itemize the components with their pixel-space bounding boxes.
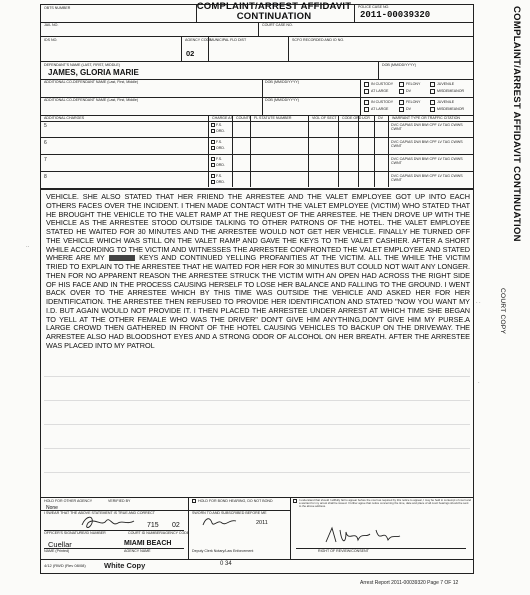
felony-label: FELONY: [406, 82, 421, 86]
case-number: 2011-00039320: [360, 10, 431, 20]
ids-rule: [40, 36, 474, 37]
divider: [358, 115, 359, 187]
dv-checkbox[interactable]: [399, 107, 404, 112]
misdemeanor-label: MISDEMEANOR: [437, 107, 465, 111]
divider: [196, 4, 197, 22]
dv-label: DV: [406, 89, 411, 93]
officer-agency-code: 02: [172, 522, 180, 529]
narrative-part-2: KEYS AND CONTINUED YELLING PROFANITIES AT THE VICTIM. ALL THE WHILE THE VICTIM TRIED TO EXPLAIN TO THE ARRESTEE THAT HE WAITED FOR HER FOR 30 MINUTES BUT COULD NOT WAIT ANY LONGER. THEN FOR NO APPARENT REASON THE ARRESTEE STRUCK THE VICTIM WITH AN OPEN HAD ACROSS THE RIGHT SIDE OF HIS FACE AND IN THE PROCESS CAUSING HERSELF TO LOSE HER BALANCE AND FALLING TO THE GROUND. I WENT BACK OVER TO THE ARRESTEE WHICH BY THIS TIME WAS OUTSIDE THE VEHICLE AND ASKED HER FOR HER IDENTIFICATION. THE ARRESTEE THEN REFUSED TO PROVIDE HER IDENTIFICATION AND STATED "NOW YOU WANT MY I.D. BUT AGAIN WOULD NOT PROVIDE IT. I THEN PLACED THE ARRESTEE UNDER ARREST AT WHICH TIME SHE BEGAN TO YELL AT THE OTHER FEMALE WHO WAS THE DRIVER" DON'T GIVE HIM ANYTHING,DON'T GIVE HIM MY PURSE.A LARGE CROWD THEN GATHERED IN FRONT OF THE HOTEL CAUSING VEHICLES TO BACKUP ON THE DRIVEWAY. THE ARRESTEE ALSO HAD BLOODSHOT EYES AND A STRONG ODOR OF ALCOHOL ON HER BREATH. AFTER THE ARRESTEE WAS PLACED INTO MY PATROL: [46, 253, 470, 350]
col-ucr: UCR: [362, 116, 370, 120]
divider: [354, 4, 355, 22]
col-charge-as: CHARGE AS: [212, 116, 233, 120]
obts-label: OBTS NUMBER: [44, 6, 71, 10]
defendant-rule: [40, 61, 474, 62]
charge-row-rule: [40, 137, 474, 138]
charge-row-rule: [40, 154, 474, 155]
blank-line: [44, 472, 470, 473]
misdemeanor-checkbox[interactable]: [430, 107, 435, 112]
divider: [208, 36, 209, 61]
title-line-1: COMPLAINT/ARREST AFFIDAVIT: [196, 1, 352, 12]
swear-label: I SWEAR THAT THE ABOVE STATEMENT IS TRUE AND CORRECT: [44, 511, 155, 515]
form-title: [196, 2, 352, 22]
form-id: 4/12 (RWD (Rev 08/08): [44, 563, 86, 568]
charge-row-number: 6: [44, 140, 47, 146]
side-copy-text: COURT COPY: [499, 288, 506, 335]
warrant-options: DVC CAPIAS DWI BWI CPF LV TAG CWWS CWNT: [391, 140, 463, 148]
hold-other-agency-label: HOLD FOR OTHER AGENCY: [44, 499, 93, 503]
warrant-options: DVC CAPIAS DWI BWI CPF LV TAG CWWS CWNT: [391, 174, 463, 182]
charge-row-number: 8: [44, 174, 47, 180]
header-rule: [40, 22, 474, 23]
warrant-options: DVC CAPIAS DWI BWI CPF LV TAG CWWS CWNT: [391, 157, 463, 165]
case-no-label: POLICE CASE NO.: [358, 5, 390, 9]
in-custody-checkbox[interactable]: [364, 100, 369, 105]
scan-mark: · ·: [476, 300, 481, 306]
fs-label: F.S.: [216, 123, 223, 127]
blank-line: [44, 400, 470, 401]
blank-line: [44, 376, 470, 377]
col-code: CODE ORD: [342, 116, 362, 120]
juvenile-label: JUVENILE: [437, 82, 455, 86]
codefendant-2-dob-label: DOB (MM/DD/YYYY): [265, 98, 299, 102]
charges-header-rule: [40, 121, 474, 122]
court-case-label: COURT CASE NO.: [262, 23, 293, 27]
blank-line: [44, 424, 470, 425]
fs-checkbox[interactable]: [211, 174, 215, 178]
scfo-label: SCFO RECORDED AND IO NO.: [292, 38, 345, 42]
felony-checkbox[interactable]: [399, 82, 404, 87]
misdemeanor-checkbox[interactable]: [430, 89, 435, 94]
divider: [388, 115, 389, 187]
codefendant-1-label: ADDITIONAL CO-DEFENDANT NAME (Last, First, Middle): [44, 80, 139, 84]
divider: [288, 36, 289, 61]
col-viol: VIOL OF SECT: [312, 116, 337, 120]
divider: [232, 115, 233, 187]
fs-label: F.S.: [216, 174, 223, 178]
blank-line: [44, 448, 470, 449]
fs-checkbox[interactable]: [211, 123, 215, 127]
copy-name: White Copy: [104, 561, 146, 570]
sworn-label: SWORN TO AND SUBSCRIBED BEFORE ME: [192, 511, 267, 515]
report-reference: Arrest Report 2011-00039320 Page 7 OF 12: [360, 580, 459, 586]
hold-bond-checkbox[interactable]: [192, 499, 196, 503]
ord-checkbox[interactable]: [211, 163, 215, 167]
deputy-clerk-label: Deputy Clerk Notary/Law Enforcement: [192, 549, 254, 553]
scan-mark: ·: [478, 380, 480, 386]
divider: [308, 115, 309, 187]
right-of-review-label: RIGHT OF REVIEW/CONSENT: [318, 549, 369, 553]
fs-label: F.S.: [216, 140, 223, 144]
printed-name-label: NAME (Printed): [44, 549, 70, 553]
hold-bond-label: HOLD FOR BOND HEARING, DO NOT BOND: [198, 499, 273, 503]
defendant-dob-label: DOB (MM/DD/YYYY): [382, 63, 416, 67]
officer-sig-label: OFFICER'S SIGNATURE/ID NUMBER: [44, 531, 106, 535]
footer-bottom-rule: [40, 559, 474, 560]
divider: [374, 115, 375, 187]
ord-checkbox[interactable]: [211, 146, 215, 150]
in-custody-label: IN CUSTODY: [371, 82, 394, 86]
dv-checkbox[interactable]: [399, 89, 404, 94]
at-large-checkbox[interactable]: [364, 107, 369, 112]
ord-label: ORD.: [216, 129, 225, 133]
col-counts: COUNTS: [236, 116, 252, 120]
sworn-year: 2011: [256, 520, 268, 526]
side-title: [486, 6, 526, 346]
fs-checkbox[interactable]: [211, 140, 215, 144]
col-dv: DV: [378, 116, 383, 120]
agency-name: MIAMI BEACH: [124, 540, 172, 547]
divider: [188, 497, 189, 559]
in-custody-checkbox[interactable]: [364, 82, 369, 87]
at-large-label: AT LARGE: [371, 107, 389, 111]
consent-fine-print: I understand that should I willfully fail to appear before the court as required by this notice to appear, I may be held in contempt of court and a warrant for my arrest shall be issued. I further agree that notice concerning the time, date and place of all court hearings should be sent to the above address.: [299, 498, 471, 509]
narrative-part-1: VEHICLE. SHE ALSO STATED THAT HER FRIEND THE ARRESTEE AND THE VALET EMPLOYEE GOT UP INTO EACH OTHERS FACES OVER THE INCIDENT. I THEN MADE CONTACT WITH THE VALET EMPLOYEE (VICTIM) WHO STATED THAT HE BROUGHT THE VEHICLE TO THE VALET RAMP AT THE REQUEST OF THE ARRESTEE. HE THEN DROVE UP WITH THE VEHICLE AS THE ARRESTEE STOOD OUTSIDE TALKING TO OTHER PATRONS OF THE HOTEL. THE VALET EMPLOYEE STATED HE WAITED FOR 30 MINUTES AND THE ARRESTEE WOULD NOT GET HER VEHICLE. FINALLY HE TURNED OFF THE VEHICLE WHICH WAS STILL ON THE VALET RAMP AND GAVE THE KEYS TO THE VALET CASHIER. AFTER A SHORT WHILE ACCORDING TO THE VICTIM AND WITNESSES THE ARRESTEE CONFRONTED THE VALET EMPLOYEE AND STATED WHERE ARE MY: [46, 192, 470, 263]
juvenile-checkbox[interactable]: [430, 82, 435, 87]
at-large-label: AT LARGE: [371, 89, 389, 93]
divider: [338, 115, 339, 187]
felony-checkbox[interactable]: [399, 100, 404, 105]
defendant-signature: [322, 524, 402, 548]
ord-label: ORD.: [216, 163, 225, 167]
ord-checkbox[interactable]: [211, 180, 215, 184]
agency-name-label: AGENCY NAME: [124, 549, 151, 553]
fs-label: F.S.: [216, 157, 223, 161]
ids-label: IDS NO.: [44, 38, 58, 42]
divider: [208, 115, 209, 187]
side-title-text: COMPLAINT/ARREST AFFIDAVIT CONTINUATION: [511, 6, 522, 242]
redaction-bar: [109, 255, 135, 261]
officer-id: 715: [147, 522, 159, 529]
juvenile-checkbox[interactable]: [430, 100, 435, 105]
defendant-name-label: DEFENDANT'S NAME (LAST, FIRST, MIDDLE): [44, 63, 120, 67]
municipal-label: MUNICIPAL FLD DIST: [210, 38, 247, 42]
charges-label: ADDITIONAL CHARGES: [44, 116, 85, 120]
court-id-label: COURT ID NUMBER/AGENCY CODE: [128, 531, 190, 535]
clerk-signature: [200, 515, 240, 529]
ord-label: ORD.: [216, 180, 225, 184]
misdemeanor-label: MISDEMEANOR: [437, 89, 465, 93]
divider: [250, 115, 251, 187]
divider: [181, 36, 182, 61]
scan-mark: ··: [26, 244, 30, 250]
divider: [258, 22, 259, 36]
dv-label: DV: [406, 107, 411, 111]
defendant-name: JAMES, GLORIA MARIE: [48, 68, 139, 77]
agency-code: 02: [186, 49, 195, 58]
narrative-text: [46, 193, 470, 351]
col-statute: FL STATUTE NUMBER: [254, 116, 292, 120]
verified-by-label: VERIFIED BY: [108, 499, 131, 503]
warrant-options: DVC CAPIAS DWI BWI CPF LV TAG CWWS CWNT: [391, 123, 463, 131]
ord-label: ORD.: [216, 146, 225, 150]
juvenile-label: JUVENILE: [437, 100, 455, 104]
divider: [290, 497, 291, 559]
fs-checkbox[interactable]: [211, 157, 215, 161]
codefendant-2-label: ADDITIONAL CO-DEFENDANT NAME (Last, First, Middle): [44, 98, 139, 102]
narrative-top-rule: [40, 188, 474, 190]
charge-row-rule: [40, 171, 474, 172]
initials: 0 34: [220, 561, 232, 567]
in-custody-label: IN CUSTODY: [371, 100, 394, 104]
codefendant-1-dob-label: DOB (MM/DD/YYYY): [265, 80, 299, 84]
felony-label: FELONY: [406, 100, 421, 104]
col-warrant: WARRANT TYPE OR TRAFFIC CITATION: [392, 116, 461, 120]
title-line-2: CONTINUATION: [236, 11, 312, 22]
consent-checkbox[interactable]: [293, 499, 297, 503]
charge-row-number: 5: [44, 123, 47, 129]
officer-printed-name: Cuellar: [48, 540, 72, 549]
at-large-checkbox[interactable]: [364, 89, 369, 94]
divider: [378, 61, 379, 79]
hold-value: None: [46, 505, 58, 511]
jail-label: JAIL NO.: [44, 23, 59, 27]
ord-checkbox[interactable]: [211, 129, 215, 133]
charge-row-number: 7: [44, 157, 47, 163]
agency-code-label: AGENCY CODE: [185, 38, 212, 42]
